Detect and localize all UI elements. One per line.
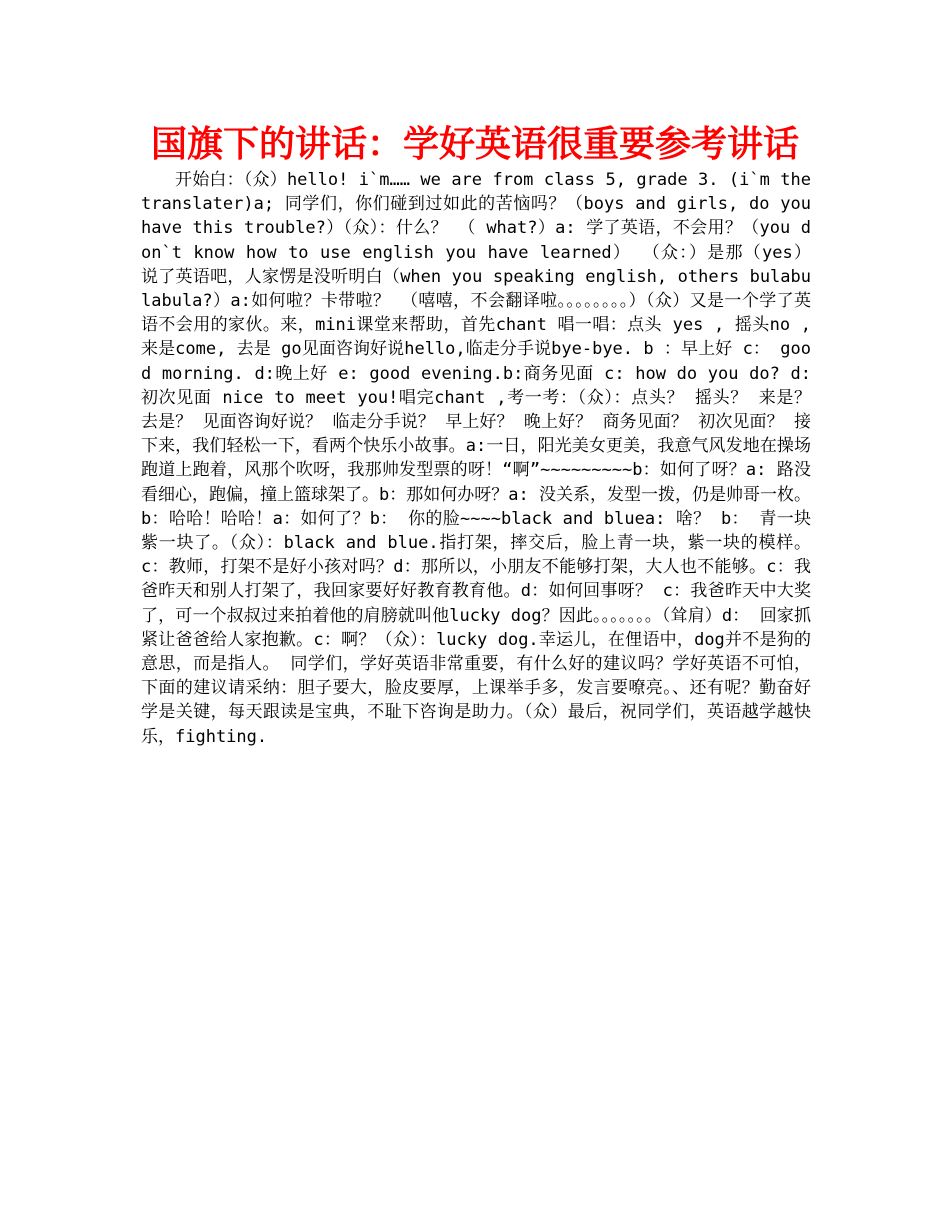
document-title: 国旗下的讲话：学好英语很重要参考讲话 [150,124,799,165]
document-body-text: 开始白：（众）hello! i`m…… we are from class 5, grade 3. (i`m the translater)a; 同学们，你们碰到过如此的苦恼吗？（boys and girls, do you have this trouble?）（众）：什么？ （ what?）a: 学了英语，不会用？（you don`t know how to use english you have learned） （众：）是那（yes） 说了英语吧，人家愣是没听明白（when you speaking english, others bulabulabula?）a:如何啦？卡带啦？ （嘻嘻，不会翻译啦。。。。。。。。）（众）又是一个学了英语不会用的家伙。来，mini课堂来帮助，首先chant 唱一唱：点头 yes , 摇头no , 来是come, 去是 go见面咨询好说hello,临走分手说bye-bye. b ：早上好 c： good morning. d:晚上好 e: good evening.b:商务见面 c: how do you do? d:初次见面 nice to meet you!唱完chant ,考一考：（众）：点头？ 摇头？ 来是？ 去是？ 见面咨询好说？ 临走分手说？ 早上好？ 晚上好？ 商务见面？ 初次见面？ 接下来，我们轻松一下，看两个快乐小故事。a:一日，阳光美女更美，我意气风发地在操场跑道上跑着，风那个吹呀，我那帅发型票的呀！“啊”~~~~~~~~~b：如何了呀？a: 路没看细心，跑偏，撞上篮球架了。b：那如何办呀？a: 没关系，发型一拨，仍是帅哥一枚。b：哈哈！哈哈！a：如何了？b： 你的脸~~~~black and bluea: 啥？ b： 青一块紫一块了。（众）：black and blue.指打架，摔交后，脸上青一块，紫一块的模样。 c：教师，打架不是好小孩对吗？d：那所以，小朋友不能够打架，大人也不能够。c：我爸昨天和别人打架了，我回家要好好教育教育他。d：如何回事呀？ c：我爸昨天中大奖了，可一个叔叔过来拍着他的肩膀就叫他lucky dog？因此。。。。。。。（耸肩）d： 回家抓紧让爸爸给人家抱歉。c：啊？（众）：lucky dog.幸运儿，在俚语中，dog并不是狗的意思，而是指人。 同学们，学好英语非常重要，有什么好的建议吗？学好英语不可怕，下面的建议请采纳：胆子要大，脸皮要厚，上课举手多，发言要嘹亮。、还有呢？勤奋好学是关键，每天跟读是宝典，不耻下咨询是助力。（众）最后，祝同学们，英语越学越快乐，fighting. [141,170,811,747]
